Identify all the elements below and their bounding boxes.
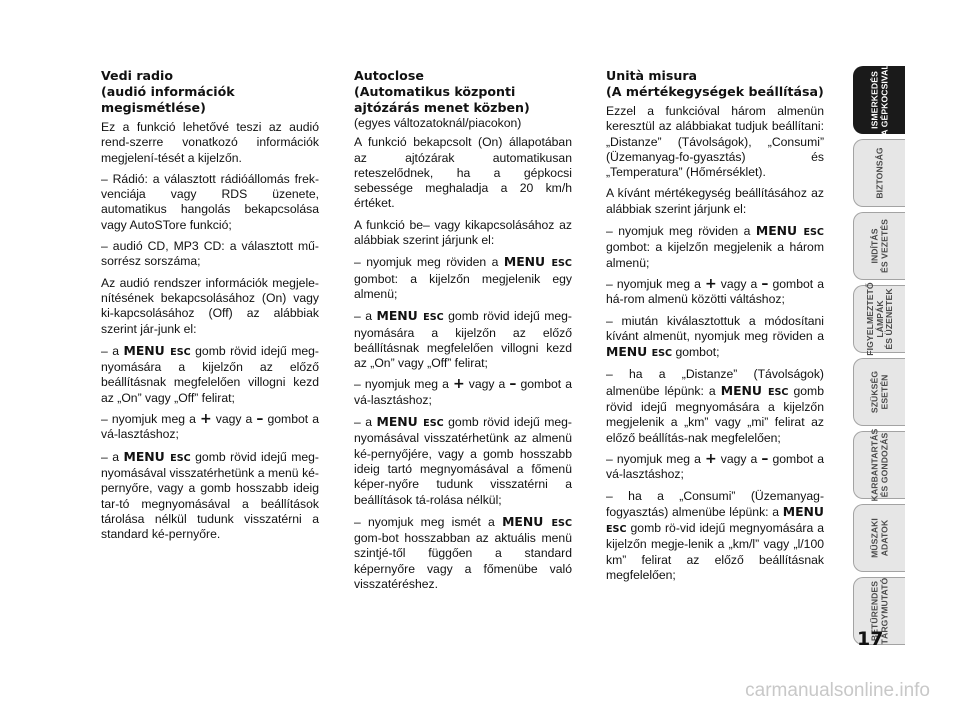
text: gomb rövid idejű meg-nyomásával visszatérhetünk a menü ké-pernyőre, vagy a gomb hosszabb ideig tar-tó megnyomásával a beállítások tárolása nélkül tudunk visszatérni a standard ké-pernyőre. [101,449,319,542]
paragraph: – Rádió: a választott rádióállomás frek-venciája vagy RDS üzenete, automatikus hangolás bekapcsolása vagy AutoSTore funkció; [101,171,319,232]
paragraph [354,514,572,592]
chapter-tab-label: BIZTONSÁG [873,147,884,199]
menu-esc-key-label: MENU ESC [755,223,824,239]
section-title: Vedi radio [101,68,174,83]
column-vedi-radio [101,68,319,542]
text: gombot a há-rom almenü közötti váltáshoz; [606,276,824,307]
menu-esc-key-label: MENU ESC [123,448,191,464]
chapter-tab[interactable] [853,504,905,572]
paragraph: – audió CD, MP3 CD: a választott mű-sorrész sorszáma; [101,239,319,269]
text: – ha a „Distanze” (Távolságok) almenübe lépünk: a [606,367,824,398]
paragraph [606,367,824,445]
chapter-tab[interactable] [853,428,905,502]
minus-key-symbol: – [761,450,769,467]
text: gom-bot hosszabban az aktuális menü szintjé-től függően a standard képernyőre vagy a főmenübe való visszatéréshez. [354,531,572,592]
text: gomb rövid idejű meg-nyomására a kijelzőn az előző beállításnak megfelelően villogni kezd az „On” vagy „Off” felirat; [354,309,572,371]
column-autoclose [354,68,572,592]
chapter-tab-label: SZÜKSÉG ESETÉN [869,370,889,414]
text: vagy a [720,276,758,291]
text: – nyomjuk meg a [101,412,196,427]
text: – nyomjuk meg röviden a [354,255,499,270]
text: – nyomjuk meg a [606,451,701,466]
text: vagy a [468,377,506,392]
menu-esc-key-label: MENU ESC [376,414,444,430]
text: gomb rövid idejű meg-nyomásával visszatérhetünk az almenü ké-pernyőjére, vagy a gomb hosszabb ideig tartó megnyomásával a főmenü képer-nyőre tudunk visszatérni a beállítások tá-rolása nélkül; [354,415,572,507]
chapter-tab-label: ISMERKEDÉS A GÉPKOCSIVAL [869,64,889,136]
plus-key-symbol: + [704,450,717,467]
text: – a [354,309,373,324]
paragraph [101,412,319,443]
text: vagy a [720,451,758,466]
watermark: carmanualsonline.info [745,680,930,701]
paragraph [606,489,824,584]
text: gomb rövid idejű megnyomására a kijelzőn megjelenik a „km” vagy „mi” felirat az előző beállítás-nak megfelelően; [606,383,824,445]
chapter-tabs [853,66,905,650]
section-subtitle: (A mértékegységek beállítása) [606,84,824,99]
minus-key-symbol: – [761,275,769,292]
paragraph [606,314,824,362]
text: gombot: a kijelzőn megjelenik egy almenü; [354,271,572,301]
text: – nyomjuk meg a [606,276,701,291]
section-title: Unità misura [606,68,698,83]
menu-esc-key-label: MENU ESC [503,254,572,270]
chapter-tab-label: KARBANTARTÁS ÉS GONDOZÁS [869,428,889,502]
chapter-tab-label: BETŰRENDES TÁRGYMUTATÓ [869,577,889,645]
paragraph [354,414,572,508]
text: – nyomjuk meg a [354,377,449,392]
menu-esc-key-label: MENU ESC [606,503,824,536]
chapter-tab-label: INDÍTÁS ÉS VEZETÉS [869,218,889,274]
paragraph [354,254,572,302]
minus-key-symbol: – [256,411,264,428]
section-title: Autoclose [354,68,424,83]
paragraph [606,223,824,271]
chapter-tab[interactable] [853,66,905,134]
paragraph: Ez a funkció lehetővé teszi az audió rend-szerre vonatkozó információk megjelení-tését a kijelzőn. [101,120,319,165]
text: – nyomjuk meg ismét a [354,514,495,529]
paragraph [606,277,824,308]
variant-note: (egyes változatoknál/piacokon) [354,116,522,130]
menu-esc-key-label: MENU ESC [123,342,191,358]
section-subtitle: (Automatikus központi ajtózárás menet közben) [354,84,530,115]
text: gombot a vá-lasztáshoz; [606,451,824,482]
paragraph: A kívánt mértékegység beállításához az alábbiak szerint járjunk el: [606,186,824,216]
text: gomb rövid idejű meg-nyomására a kijelzőn az előző beállításnak megfelelően villogni kezd az „On” vagy „Off” felirat; [101,343,319,405]
chapter-tab[interactable] [853,358,905,426]
paragraph: A funkció bekapcsolt (On) állapotában az ajtózárak automatikusan reteszelődnek, ha a gépkocsi sebessége meghaladja a 20 km/h értéket. [354,135,572,211]
paragraph: Az audió rendszer információk megjele-nítésének bekapcsolásához (On) vagy ki-kapcsolásához (Off) az alábbiak szerint jár-junk el: [101,275,319,336]
text: – nyomjuk meg röviden a [606,224,751,239]
menu-esc-key-label: MENU ESC [502,513,572,529]
text: gombot: a kijelzőn megjelenik a három almenü; [606,240,824,270]
text: – a [101,449,120,464]
text: – a [354,415,373,430]
text: gombot; [675,345,720,360]
paragraph: A funkció be– vagy kikapcsolásához az alábbiak szerint járjunk el: [354,217,572,248]
section-subtitle: (audió információk megismétlése) [101,84,235,115]
menu-esc-key-label: MENU ESC [720,382,789,398]
column-unita-misura [606,68,824,583]
chapter-tab-label: MŰSZAKI ADATOK [869,518,889,558]
chapter-tab[interactable] [853,212,905,280]
chapter-tab[interactable] [853,282,905,356]
plus-key-symbol: + [452,376,465,393]
minus-key-symbol: – [509,376,517,393]
page-number: 17 [857,628,884,650]
chapter-tab-label: FIGYELMEZTETŐ LÁMPÁK ÉS ÜZENETEK [864,282,894,356]
paragraph: Ezzel a funkcióval három almenün keresztül az alábbiakat tudjuk beállítani: „Distanze” (Távolságok), „Consumi” (Üzemanyag-fo-gyasztás) és „Temperatura” (Hőmérséklet). [606,104,824,180]
menu-esc-key-label: MENU ESC [606,344,673,360]
text: gomb rö-vid idejű megnyomására a kijelzőn megje-lenik a „km/l” vagy „l/100 km” felirat az előző beállításnak megfelelően; [606,521,824,583]
text: gombot a vá-lasztáshoz; [354,377,572,407]
text: gombot a vá-lasztáshoz; [101,412,319,442]
paragraph [101,449,319,543]
text: vagy a [215,412,253,427]
paragraph [101,343,319,406]
plus-key-symbol: + [704,275,717,292]
chapter-tab[interactable] [853,139,905,207]
plus-key-symbol: + [199,411,212,428]
text: – miután kiválasztottuk a módosítani kívánt almenüt, nyomjuk meg röviden a [606,313,824,343]
paragraph [354,377,572,408]
paragraph [606,452,824,483]
text: – a [101,343,120,358]
text: – ha a „Consumi” (Üzemanyag-fogyasztás) almenübe lépünk: a [606,488,824,519]
menu-esc-key-label: MENU ESC [376,308,444,324]
paragraph [354,308,572,371]
